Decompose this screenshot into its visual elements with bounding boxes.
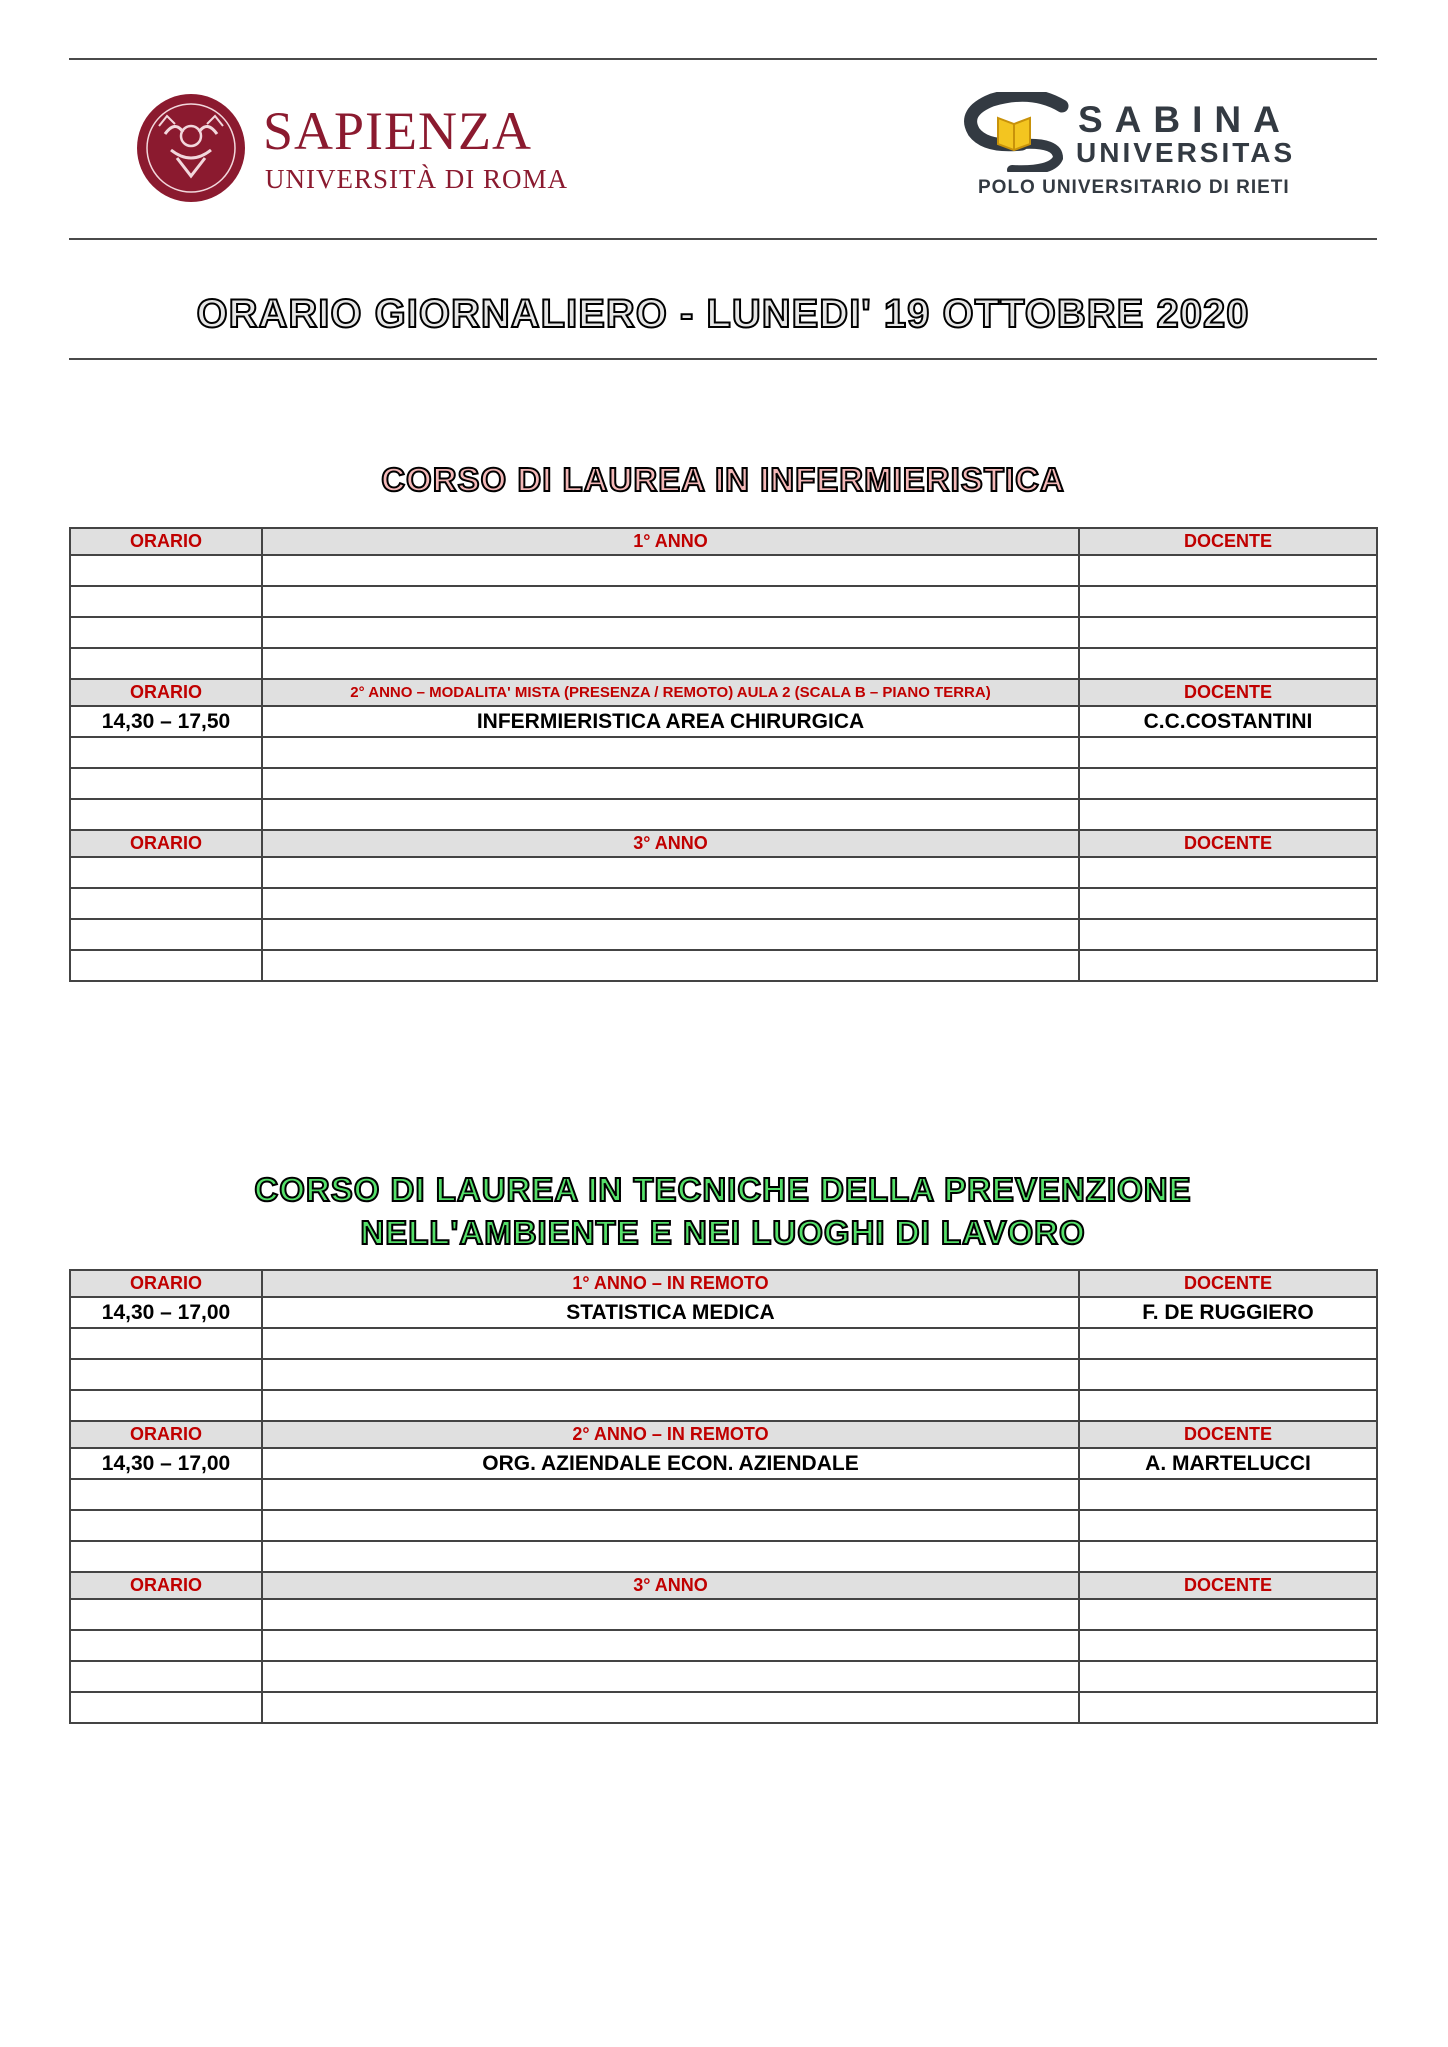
header-docente: DOCENTE — [1079, 1572, 1377, 1599]
table-row — [70, 706, 1377, 737]
table-row — [70, 617, 1377, 648]
docente-cell — [1079, 1661, 1377, 1692]
orario-cell: 14,30 – 17,00 — [70, 1448, 262, 1479]
sabina-name: SABINA — [1078, 99, 1292, 140]
docente-cell — [1079, 555, 1377, 586]
table-row — [70, 586, 1377, 617]
course1-schedule-table — [69, 527, 1378, 982]
header-anno: 1° ANNO — [262, 528, 1079, 555]
table-row — [70, 950, 1377, 981]
header-orario: ORARIO — [70, 528, 262, 555]
top-divider — [69, 58, 1377, 60]
table-row — [70, 1390, 1377, 1421]
header-anno: 2° ANNO – MODALITA' MISTA (PRESENZA / REMOTO) AULA 2 (SCALA B – PIANO TERRA) — [262, 679, 1079, 706]
table-row — [70, 1448, 1377, 1479]
orario-cell — [70, 617, 262, 648]
docente-cell — [1079, 1359, 1377, 1390]
header-orario: ORARIO — [70, 679, 262, 706]
title-divider — [69, 358, 1377, 360]
page-title: ORARIO GIORNALIERO - LUNEDI' 19 OTTOBRE 2020 — [196, 292, 1250, 336]
table-header-row — [70, 679, 1377, 706]
orario-cell: 14,30 – 17,00 — [70, 1297, 262, 1328]
sabina-polo: POLO UNIVERSITARIO DI RIETI — [978, 177, 1290, 198]
subject-cell: STATISTICA MEDICA — [262, 1297, 1079, 1328]
subject-cell — [262, 1328, 1079, 1359]
docente-cell — [1079, 617, 1377, 648]
orario-cell — [70, 1510, 262, 1541]
orario-cell — [70, 1359, 262, 1390]
table-row — [70, 1359, 1377, 1390]
orario-cell — [70, 586, 262, 617]
docente-cell — [1079, 1630, 1377, 1661]
table-row — [70, 1661, 1377, 1692]
subject-cell: ORG. AZIENDALE ECON. AZIENDALE — [262, 1448, 1079, 1479]
header-anno: 3° ANNO — [262, 830, 1079, 857]
header-docente: DOCENTE — [1079, 679, 1377, 706]
header-docente: DOCENTE — [1079, 1421, 1377, 1448]
header-orario: ORARIO — [70, 1572, 262, 1599]
orario-cell — [70, 1630, 262, 1661]
course2-title — [69, 1168, 1377, 1254]
table-row — [70, 888, 1377, 919]
subject-cell — [262, 888, 1079, 919]
docente-cell: C.C.COSTANTINI — [1079, 706, 1377, 737]
orario-cell — [70, 1541, 262, 1572]
table-row — [70, 1630, 1377, 1661]
header-divider — [69, 238, 1377, 240]
orario-cell — [70, 768, 262, 799]
orario-cell — [70, 888, 262, 919]
header-anno: 3° ANNO — [262, 1572, 1079, 1599]
orario-cell — [70, 1661, 262, 1692]
orario-cell — [70, 1479, 262, 1510]
table-header-row — [70, 528, 1377, 555]
docente-cell — [1079, 768, 1377, 799]
subject-cell — [262, 1692, 1079, 1723]
docente-cell — [1079, 1479, 1377, 1510]
docente-cell — [1079, 919, 1377, 950]
orario-cell — [70, 857, 262, 888]
orario-cell — [70, 555, 262, 586]
orario-cell — [70, 648, 262, 679]
docente-cell — [1079, 1390, 1377, 1421]
subject-cell — [262, 1510, 1079, 1541]
table-header-row — [70, 1421, 1377, 1448]
header-orario: ORARIO — [70, 1421, 262, 1448]
table-header-row — [70, 1270, 1377, 1297]
subject-cell — [262, 1359, 1079, 1390]
table-row — [70, 1297, 1377, 1328]
docente-cell — [1079, 888, 1377, 919]
docente-cell — [1079, 857, 1377, 888]
subject-cell — [262, 1390, 1079, 1421]
orario-cell — [70, 1390, 262, 1421]
orario-cell — [70, 737, 262, 768]
table-row — [70, 768, 1377, 799]
table-row — [70, 1692, 1377, 1723]
orario-cell — [70, 1328, 262, 1359]
orario-cell — [70, 1599, 262, 1630]
subject-cell — [262, 1661, 1079, 1692]
docente-cell: F. DE RUGGIERO — [1079, 1297, 1377, 1328]
docente-cell — [1079, 1692, 1377, 1723]
header-docente: DOCENTE — [1079, 1270, 1377, 1297]
subject-cell — [262, 1541, 1079, 1572]
header-docente: DOCENTE — [1079, 528, 1377, 555]
subject-cell — [262, 857, 1079, 888]
sabina-book-icon — [962, 92, 1072, 172]
table-row — [70, 857, 1377, 888]
header-orario: ORARIO — [70, 1270, 262, 1297]
orario-cell — [70, 1692, 262, 1723]
docente-cell: A. MARTELUCCI — [1079, 1448, 1377, 1479]
sapienza-subtitle: UNIVERSITÀ DI ROMA — [265, 164, 568, 194]
orario-cell — [70, 950, 262, 981]
sapienza-seal-icon — [135, 92, 263, 204]
subject-cell — [262, 586, 1079, 617]
table-row — [70, 1479, 1377, 1510]
table-header-row — [70, 830, 1377, 857]
docente-cell — [1079, 1599, 1377, 1630]
table-row — [70, 555, 1377, 586]
table-header-row — [70, 1572, 1377, 1599]
table-row — [70, 1599, 1377, 1630]
subject-cell — [262, 1599, 1079, 1630]
header-orario: ORARIO — [70, 830, 262, 857]
subject-cell: INFERMIERISTICA AREA CHIRURGICA — [262, 706, 1079, 737]
subject-cell — [262, 919, 1079, 950]
sapienza-name: SAPIENZA — [263, 101, 533, 161]
subject-cell — [262, 617, 1079, 648]
table-row — [70, 799, 1377, 830]
header-docente: DOCENTE — [1079, 830, 1377, 857]
table-row — [70, 737, 1377, 768]
table-row — [70, 1541, 1377, 1572]
course2-title-line2: NELL'AMBIENTE E NEI LUOGHI DI LAVORO — [360, 1214, 1086, 1251]
docente-cell — [1079, 648, 1377, 679]
subject-cell — [262, 799, 1079, 830]
docente-cell — [1079, 1328, 1377, 1359]
subject-cell — [262, 555, 1079, 586]
docente-cell — [1079, 737, 1377, 768]
sabina-subtitle: UNIVERSITAS — [1076, 137, 1296, 168]
subject-cell — [262, 1479, 1079, 1510]
subject-cell — [262, 1630, 1079, 1661]
docente-cell — [1079, 1541, 1377, 1572]
docente-cell — [1079, 586, 1377, 617]
subject-cell — [262, 648, 1079, 679]
table-row — [70, 919, 1377, 950]
table-row — [70, 648, 1377, 679]
orario-cell: 14,30 – 17,50 — [70, 706, 262, 737]
header-anno: 1° ANNO – IN REMOTO — [262, 1270, 1079, 1297]
docente-cell — [1079, 950, 1377, 981]
header-anno: 2° ANNO – IN REMOTO — [262, 1421, 1079, 1448]
docente-cell — [1079, 1510, 1377, 1541]
orario-cell — [70, 919, 262, 950]
subject-cell — [262, 768, 1079, 799]
table-row — [70, 1328, 1377, 1359]
course2-title-line1: CORSO DI LAUREA IN TECNICHE DELLA PREVENZIONE — [254, 1171, 1192, 1208]
course1-title: CORSO DI LAUREA IN INFERMIERISTICA — [381, 461, 1065, 498]
course2-schedule-table — [69, 1269, 1378, 1724]
docente-cell — [1079, 799, 1377, 830]
subject-cell — [262, 950, 1079, 981]
subject-cell — [262, 737, 1079, 768]
table-row — [70, 1510, 1377, 1541]
orario-cell — [70, 799, 262, 830]
